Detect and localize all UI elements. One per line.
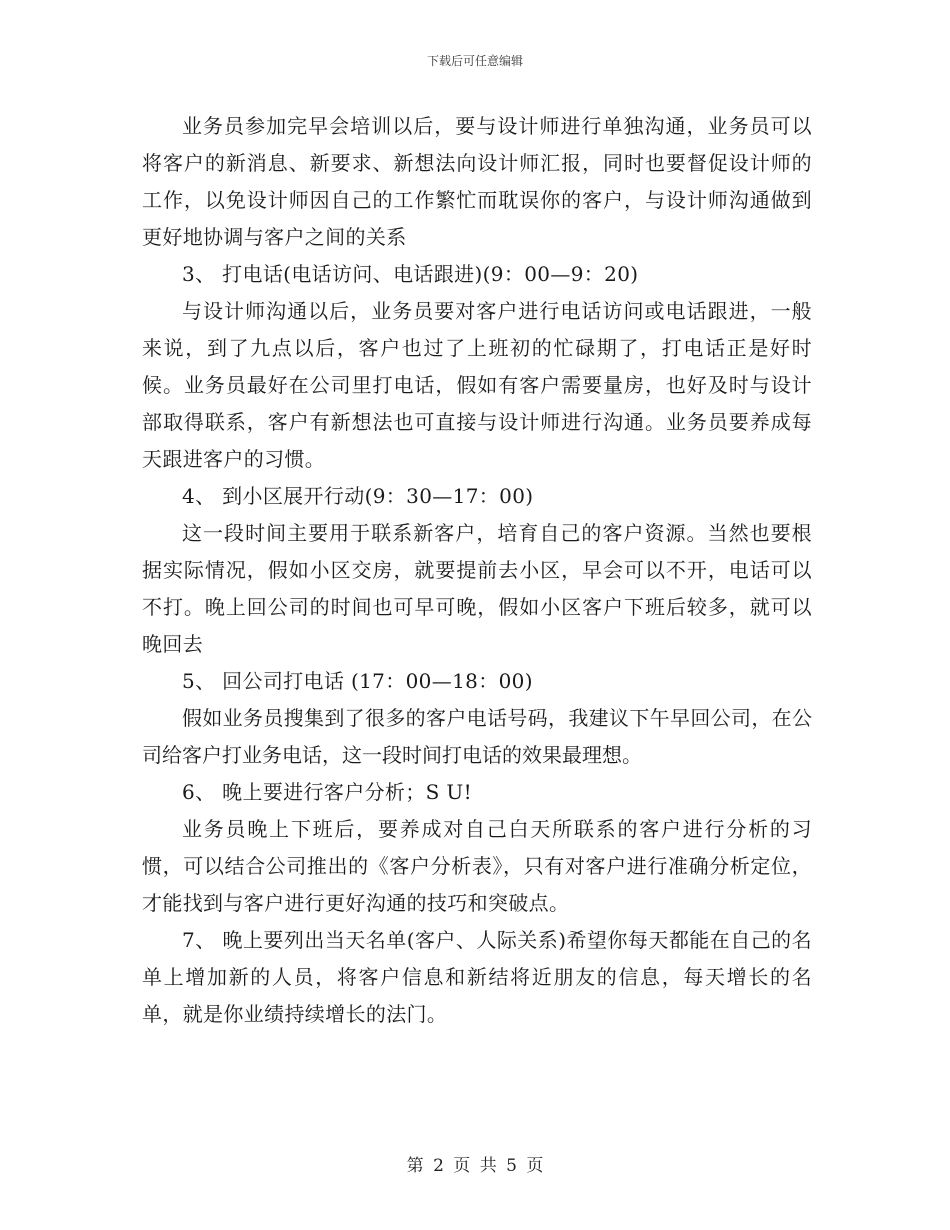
heading-return-office-calls: 5、 回公司打电话 (17：00—18：00): [182, 669, 533, 693]
heading-community-action: 4、 到小区展开行动(9：30—17：00): [182, 484, 534, 508]
paragraph-afternoon-calls: 假如业务员搜集到了很多的客户电话号码，我建议下午早回公司，在公司给客户打业务电话，这一段时间打电话的效果最理想。: [142, 706, 812, 767]
heading-evening-analysis: 6、 晚上要进行客户分析；S U!: [182, 780, 472, 804]
document-body: [142, 108, 812, 1033]
paragraph-new-customers: 这一段时间主要用于联系新客户，培育自己的客户资源。当然也要根据实际情况，假如小区交房，就要提前去小区，早会可以不开，电话可以不打。晚上回公司的时间也可早可晚，假如小区客户下班后较多，就可以晚回去: [142, 521, 812, 656]
paragraph-designer-communication: 业务员参加完早会培训以后，要与设计师进行单独沟通，业务员可以将客户的新消息、新要求、新想法向设计师汇报，同时也要督促设计师的工作，以免设计师因自己的工作繁忙而耽误你的客户，与设计师沟通做到更好地协调与客户之间的关系: [142, 114, 812, 249]
paragraph-phone-follow-up: 与设计师沟通以后，业务员要对客户进行电话访问或电话跟进，一般来说，到了九点以后，客户也过了上班初的忙碌期了，打电话正是好时候。业务员最好在公司里打电话，假如有客户需要量房，也好及时与设计部取得联系，客户有新想法也可直接与设计师进行沟通。业务员要养成每天跟进客户的习惯。: [142, 299, 812, 471]
paragraph-daily-name-list: 7、 晚上要列出当天名单(客户、人际关系)希望你每天都能在自己的名单上增加新的人员，将客户信息和新结将近朋友的信息，每天增长的名单，就是你业绩持续增长的法门。: [142, 928, 812, 1026]
page-header: 下载后可任意编辑: [426, 54, 523, 68]
page-footer: 第 2 页 共 5 页: [406, 1156, 544, 1176]
paragraph-customer-analysis: 业务员晚上下班后，要养成对自己白天所联系的客户进行分析的习惯，可以结合公司推出的《客户分析表》，只有对客户进行准确分析定位，才能找到与客户进行更好沟通的技巧和突破点。: [142, 817, 812, 915]
heading-phone-calls: 3、 打电话(电话访问、电话跟进)(9：00—9：20): [182, 262, 639, 286]
